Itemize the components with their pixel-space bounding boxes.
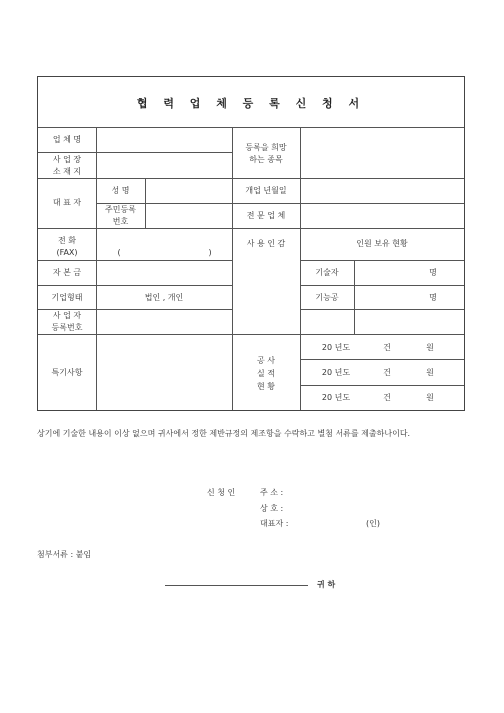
- divider: [300, 385, 464, 386]
- label-rep-id-line2: 번호: [112, 217, 129, 226]
- label-capital: 자 본 금: [52, 268, 82, 277]
- performance-amount-unit: 원: [426, 393, 434, 402]
- address-label: 주 소 :: [260, 488, 284, 497]
- seal-mark: (인): [366, 519, 380, 528]
- attachments-note: 첨부서류 : 붙임: [37, 550, 92, 559]
- label-rep-name: 성 명: [111, 186, 130, 195]
- divider: [38, 178, 464, 179]
- performance-year: 20 년도: [321, 393, 351, 402]
- label-business-type: 기업형태: [51, 293, 83, 302]
- form-title: 협 력 업 체 등 록 신 청 서: [136, 97, 366, 110]
- label-representative: 대 표 자: [52, 198, 82, 207]
- divider: [300, 309, 464, 310]
- label-specialty: 전 문 업 체: [246, 211, 286, 220]
- label-technician: 기술자: [315, 268, 339, 277]
- label-address-line2: 소 재 지: [52, 167, 82, 176]
- company-label: 상 호 :: [260, 504, 284, 513]
- label-staff-status: 인원 보유 현황: [356, 239, 408, 248]
- label-established-date: 개업 년월일: [245, 186, 287, 195]
- label-performance-line3: 현 황: [257, 382, 275, 391]
- divider: [38, 228, 464, 229]
- phone-fax-paren-close: ): [208, 248, 212, 257]
- performance-amount-unit: 원: [426, 368, 434, 377]
- representative-label: 대표자 :: [260, 519, 289, 528]
- divider: [354, 260, 355, 334]
- divider: [38, 334, 464, 335]
- performance-year: 20 년도: [321, 368, 351, 377]
- recipient-line: [165, 585, 308, 586]
- declaration-text: 상기에 기술한 내용이 이상 없으며 귀사에서 정한 제반규정의 제조항을 수락하고 별첨 서류를 제출하나이다.: [37, 429, 411, 438]
- label-desired-type-line1: 등록을 희망: [245, 143, 287, 152]
- divider: [38, 127, 464, 128]
- divider: [145, 178, 146, 228]
- label-skilled: 기능공: [315, 293, 339, 302]
- divider: [38, 152, 232, 153]
- label-biz-reg-line1: 사 업 자: [52, 311, 82, 320]
- label-phone-line1: 전 화: [58, 236, 76, 245]
- label-performance-line1: 공 사: [257, 356, 275, 365]
- performance-amount-unit: 원: [426, 343, 434, 352]
- performance-count-unit: 건: [383, 368, 391, 377]
- label-performance-line2: 실 적: [257, 369, 275, 378]
- divider: [300, 285, 464, 286]
- label-seal: 사 용 인 감: [246, 239, 286, 248]
- divider: [96, 127, 97, 410]
- performance-count-unit: 건: [383, 343, 391, 352]
- performance-year: 20 년도: [321, 343, 351, 352]
- label-company-name: 업 체 명: [52, 135, 82, 144]
- technician-unit: 명: [429, 268, 437, 277]
- label-address-line1: 사 업 장: [52, 155, 82, 164]
- label-special-notes: 특기사항: [51, 368, 83, 377]
- divider: [300, 359, 464, 360]
- applicant-label: 신 청 인: [207, 488, 236, 497]
- label-rep-id-line1: 주민등록: [105, 205, 136, 214]
- divider: [300, 260, 464, 261]
- divider: [38, 285, 232, 286]
- recipient-honorific: 귀 하: [317, 580, 336, 589]
- registration-form: [37, 76, 465, 411]
- performance-count-unit: 건: [383, 393, 391, 402]
- label-phone-line2: (FAX): [56, 248, 78, 257]
- label-biz-reg-line2: 등록번호: [51, 323, 83, 332]
- phone-fax-paren-open: (: [117, 248, 121, 257]
- divider: [96, 203, 464, 204]
- label-desired-type-line2: 하는 종목: [249, 155, 283, 164]
- business-type-options: 법인 , 개인: [144, 293, 184, 302]
- skilled-unit: 명: [429, 293, 437, 302]
- divider: [38, 260, 232, 261]
